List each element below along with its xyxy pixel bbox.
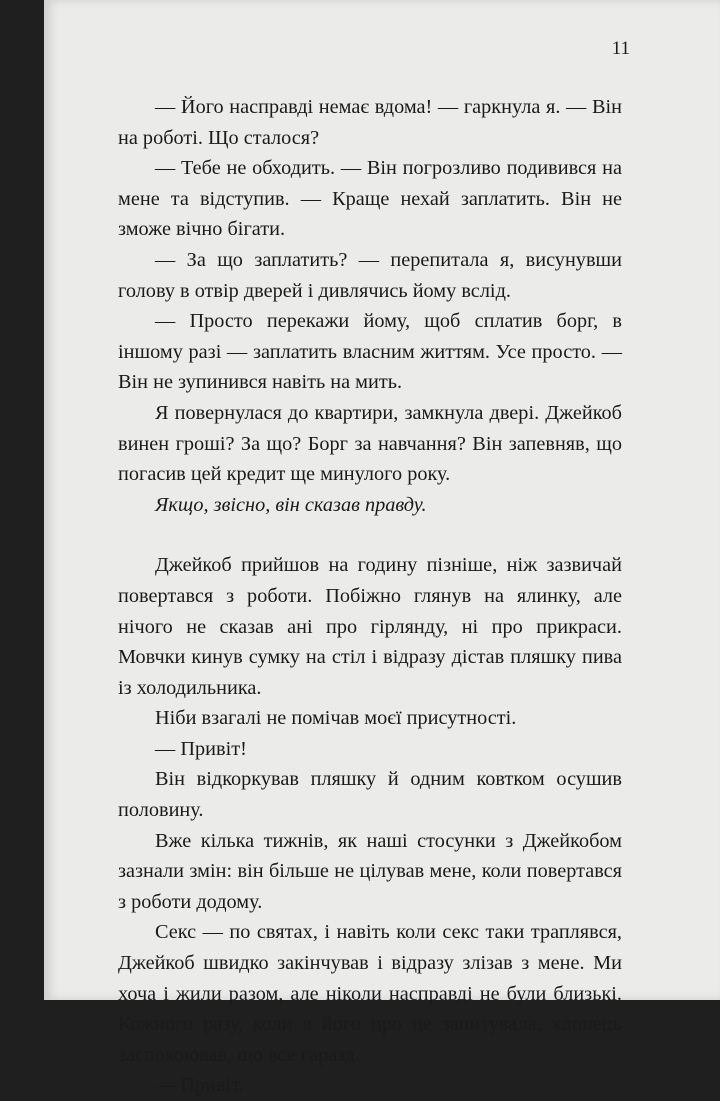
paragraph: Вже кілька тижнів, як наші стосунки з Джейкобом зазнали змін: він більше не цілував мене, коли повертався з роботи додому. bbox=[118, 829, 622, 913]
paragraph: Секс — по святах, і навіть коли секс таки траплявся, Джейкоб швидко закінчував і відразу злізав з мене. Ми хоча і жили разом, але ніколи насправді не були близькі. Кожного разу, коли я його про це запитувала, хлопець заспокоював, що все гаразд. bbox=[118, 921, 622, 1066]
book-page bbox=[44, 0, 720, 1097]
paragraph: Ніби взагалі не помічав моєї присутності. bbox=[155, 707, 517, 730]
paragraph: Джейкоб прийшов на годину пізніше, ніж зазвичай повертався з роботи. Побіжно глянув на ялинку, але нічого не сказав ані про гірлянду, ні про прикраси. Мовчки кинув сумку на стіл і відразу дістав пляшку пива із холодильника. bbox=[118, 554, 622, 699]
paragraph: — Його насправді немає вдома! — гаркнула я. — Він на роботі. Що сталося? bbox=[118, 96, 622, 149]
page-number: 11 bbox=[611, 38, 630, 59]
paragraph: — Тебе не обходить. — Він погрозливо подивився на мене та відступив. — Краще нехай заплатить. Він не зможе вічно бігати. bbox=[118, 157, 622, 241]
italic-paragraph: Якщо, звісно, він сказав правду. bbox=[155, 493, 427, 516]
paragraph: — Привіт. bbox=[155, 1074, 244, 1097]
paragraph: — За що заплатить? — перепитала я, висунувши голову в отвір дверей і дивлячись йому вслід. bbox=[118, 248, 622, 302]
paragraph: — Привіт! bbox=[155, 737, 247, 760]
page-text bbox=[118, 92, 622, 1101]
paragraph: — Просто перекажи йому, щоб сплатив борг, в іншому разі — заплатить власним життям. Усе просто. — Він не зупинився навіть на мить. bbox=[118, 310, 622, 394]
paragraph: Я повернулася до квартири, замкнула двері. Джейкоб винен гроші? За що? Борг за навчання? Він запевняв, що погасив цей кредит ще минулого року. bbox=[118, 401, 622, 486]
paragraph: Він відкоркував пляшку й одним ковтком осушив половину. bbox=[118, 768, 622, 822]
